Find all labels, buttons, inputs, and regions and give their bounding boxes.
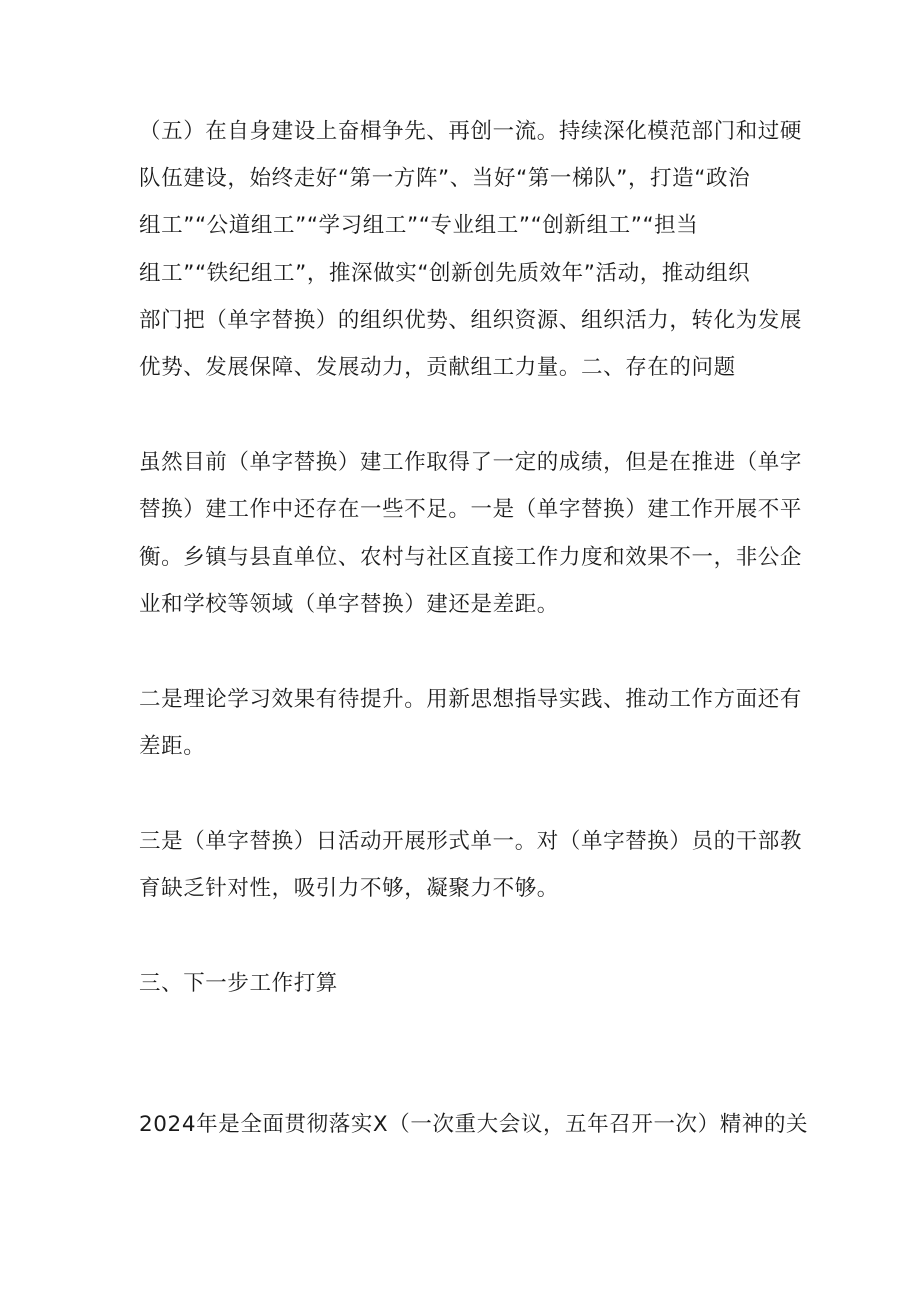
text-line: 二是理论学习效果有待提升。用新思想指导实践、推动工作方面还有 (139, 687, 803, 712)
text-line: 虽然目前（单字替换）建工作取得了一定的成绩，但是在推进（单字 (139, 450, 803, 475)
section-heading-next-steps: 三、下一步工作打算 (139, 971, 338, 996)
text-line: 育缺乏针对性，吸引力不够，凝聚力不够。 (139, 876, 559, 901)
text-line: 队伍建设，始终走好“第一方阵”、当好“第一梯队”，打造“政治 (139, 166, 751, 191)
text-line: 三是（单字替换）日活动开展形式单一。对（单字替换）员的干部教 (139, 829, 803, 854)
text-line: （五）在自身建设上奋楫争先、再创一流。持续深化模范部门和过硬 (139, 119, 803, 144)
text-line: 差距。 (139, 734, 206, 759)
text-line: 组工”“公道组工”“学习组工”“专业组工”“创新组工”“担当 (139, 213, 699, 238)
text-line: 组工”“铁纪组工”，推深做实“创新创先质效年”活动，推动组织 (139, 261, 751, 286)
text-line: 2024年是全面贯彻落实X（一次重大会议，五年召开一次）精神的关 (139, 1112, 809, 1137)
text-line: 业和学校等领域（单字替换）建还是差距。 (139, 592, 559, 617)
text-line: 衡。乡镇与县直单位、农村与社区直接工作力度和效果不一，非公企 (139, 545, 803, 570)
text-line: 部门把（单字替换）的组织优势、组织资源、组织活力，转化为发展 (139, 308, 803, 333)
text-line: 替换）建工作中还存在一些不足。一是（单字替换）建工作开展不平 (139, 497, 803, 522)
text-line: 优势、发展保障、发展动力，贡献组工力量。二、存在的问题 (139, 355, 736, 380)
